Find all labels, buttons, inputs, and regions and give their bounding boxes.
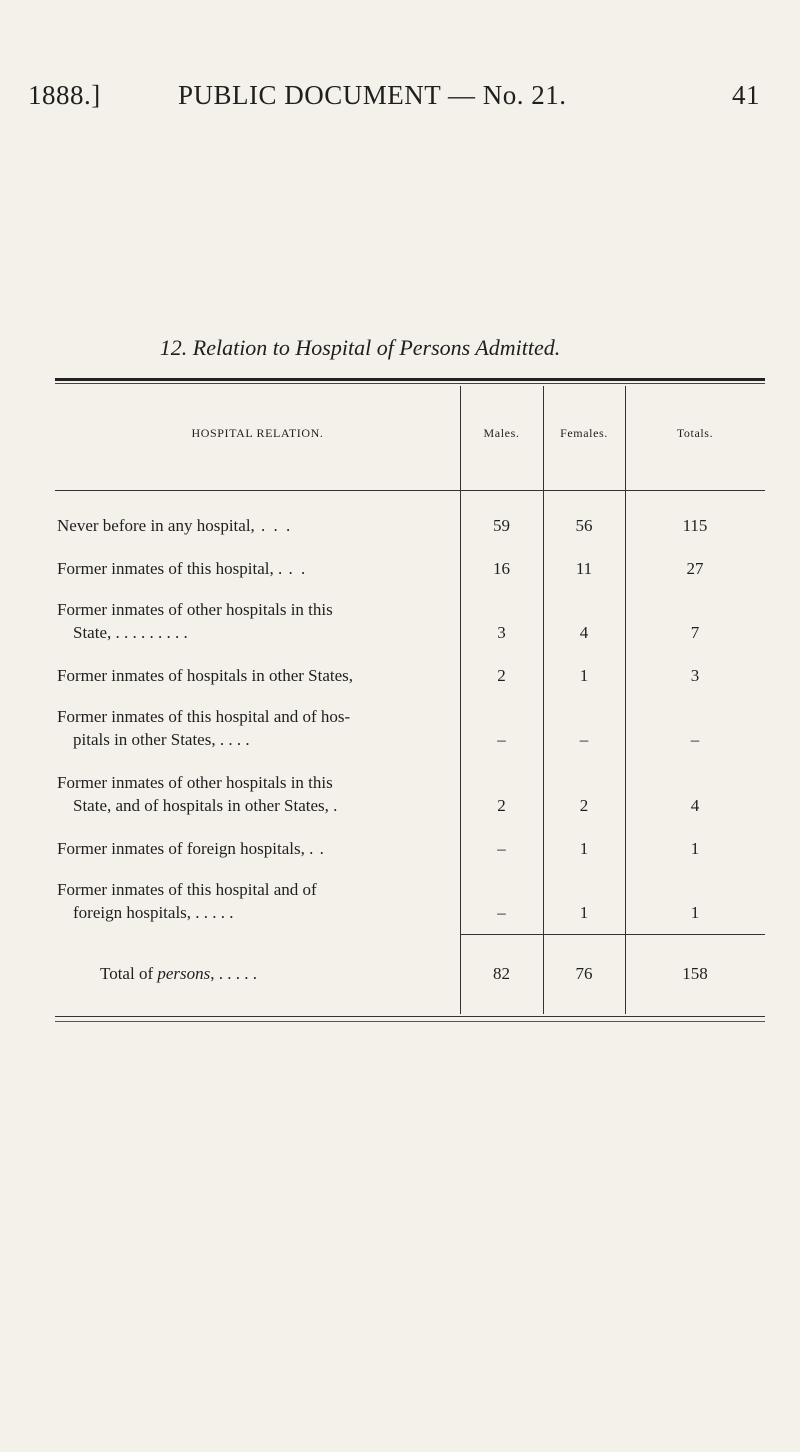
males-cell: – — [497, 730, 506, 749]
females-cell: 4 — [579, 623, 589, 642]
females-cell: 1 — [579, 666, 589, 685]
males-cell: – — [497, 839, 506, 858]
table-bottom-rule-thin — [55, 1021, 765, 1022]
table-bottom-rule — [55, 1016, 765, 1017]
males-cell: 3 — [497, 623, 506, 642]
row-label: Never before in any hospital, . . . — [57, 516, 293, 535]
column-header-relation: HOSPITAL RELATION. — [191, 426, 324, 440]
total-label: Total of persons, . . . . . — [100, 964, 258, 983]
table-top-rule — [55, 378, 765, 381]
table-title: 12. Relation to Hospital of Persons Admitted. — [159, 335, 561, 360]
males-cell: 2 — [497, 796, 506, 815]
total-rule — [460, 934, 765, 935]
totals-cell: – — [690, 730, 700, 749]
row-label: Former inmates of other hospitals in this State, . . . . . . . . . — [57, 600, 333, 642]
total-totals-cell: 158 — [682, 964, 708, 983]
row-label: Former inmates of other hospitals in this State, and of hospitals in other States, . — [57, 773, 338, 815]
females-cell: 1 — [579, 903, 589, 922]
totals-cell: 7 — [690, 623, 700, 642]
column-header-males: Males. — [483, 426, 520, 440]
females-cell: 11 — [575, 559, 593, 578]
header-bottom-rule — [55, 490, 765, 491]
table-top-rule-thin — [55, 383, 765, 384]
females-cell: 1 — [579, 839, 589, 858]
row-label: Former inmates of foreign hospitals, . . — [57, 839, 326, 858]
totals-cell: 1 — [690, 903, 700, 922]
header-page-number: 41 — [732, 80, 760, 110]
females-cell: 56 — [575, 516, 593, 535]
row-label: Former inmates of this hospital and of foreign hospitals, . . . . . — [57, 880, 317, 922]
header-title: PUBLIC DOCUMENT — No. 21. — [178, 80, 567, 110]
females-cell: 2 — [579, 796, 589, 815]
totals-cell: 27 — [686, 559, 704, 578]
females-cell: – — [579, 730, 589, 749]
males-cell: 2 — [497, 666, 506, 685]
totals-cell: 115 — [682, 516, 708, 535]
totals-cell: 4 — [690, 796, 700, 815]
row-label: Former inmates of this hospital, . . . — [57, 559, 308, 578]
row-label: Former inmates of this hospital and of hos- pitals in other States, . . . . — [57, 707, 351, 749]
column-header-totals: Totals. — [676, 426, 714, 440]
males-cell: 59 — [493, 516, 510, 535]
males-cell: 16 — [493, 559, 510, 578]
total-males-cell: 82 — [493, 964, 510, 983]
total-females-cell: 76 — [575, 964, 593, 983]
row-label: Former inmates of hospitals in other States, — [57, 666, 354, 685]
header-year: 1888.] — [28, 80, 101, 110]
totals-cell: 1 — [690, 839, 700, 858]
page-header — [28, 80, 760, 120]
totals-cell: 3 — [690, 666, 700, 685]
males-cell: – — [497, 903, 506, 922]
column-header-females: Females. — [560, 426, 608, 440]
